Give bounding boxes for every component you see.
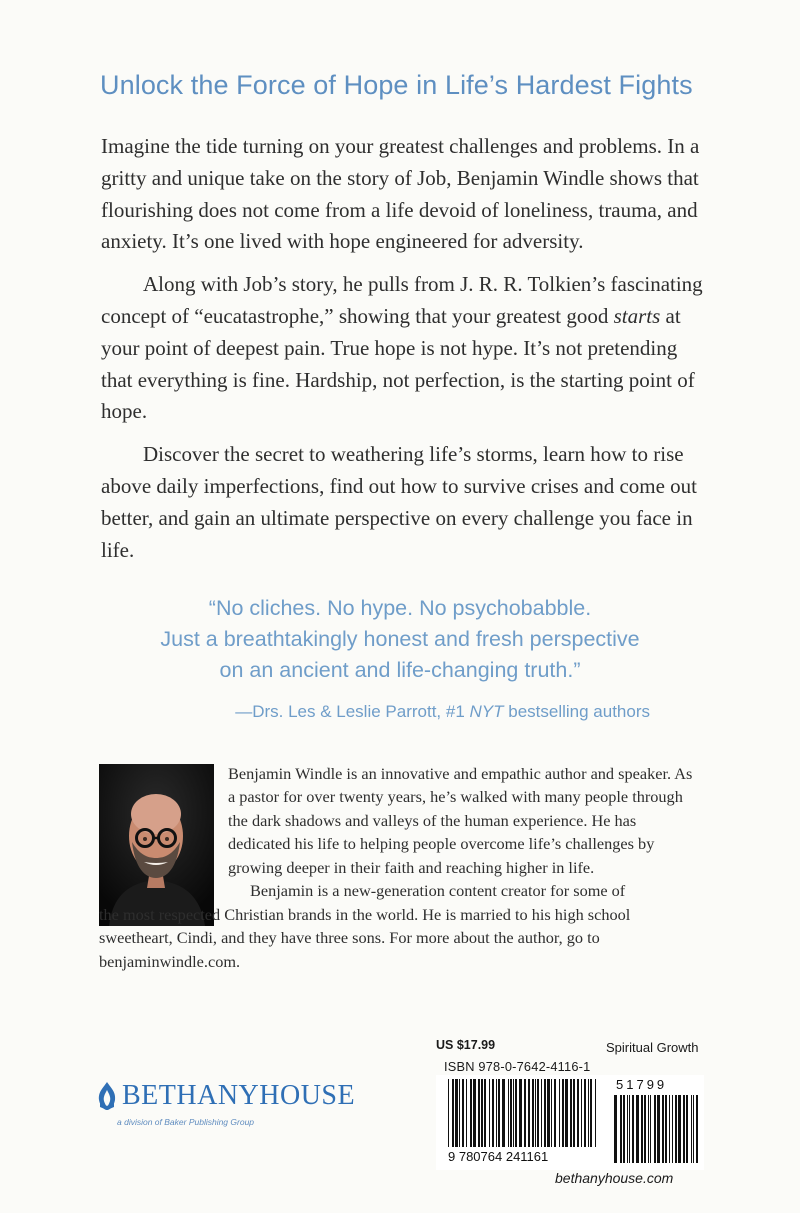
barcode-bar — [562, 1079, 564, 1147]
barcode-bar — [678, 1095, 681, 1163]
barcode-bar — [691, 1095, 692, 1163]
barcode-bar — [657, 1095, 660, 1163]
barcode-bar — [620, 1095, 622, 1163]
barcode-bar — [654, 1095, 656, 1163]
author-photo — [99, 764, 214, 926]
barcode-bar — [584, 1079, 586, 1147]
price: US $17.99 — [436, 1038, 496, 1052]
barcode-bar — [452, 1079, 454, 1147]
barcode-bar — [473, 1079, 476, 1147]
quote-line-1: “No cliches. No hype. No psychobabble. — [208, 596, 592, 620]
author-bio-paragraph-1: Benjamin Windle is an innovative and empathic author and speaker. As a pastor for over twenty years, he’s walked with many people through the dark shadows and valleys of the human experience. He has dedicated his life to helping people overcome life’s challenges by growing deeper in their faith and reaching higher in life. — [228, 764, 693, 877]
barcode-bar — [650, 1095, 651, 1163]
paragraph-2-start: Along with Job’s story, he pulls from J. R. R. Tolkien’s fascinating concept of “eucatastrophe,” showing that your greatest good — [101, 272, 703, 328]
barcode-bar — [492, 1079, 494, 1147]
barcode-bar — [470, 1079, 472, 1147]
barcode-bar — [570, 1079, 572, 1147]
barcode-bar — [551, 1079, 552, 1147]
barcode-bar — [481, 1079, 483, 1147]
barcode-bar — [478, 1079, 480, 1147]
barcode-bar — [672, 1095, 673, 1163]
author-bio-paragraph-2-rest: the most respected Christian brands in the world. He is married to his high school sweetheart, Cindi, and they have three sons. For more about the author, go to benjaminwindle.com. — [99, 905, 631, 971]
barcode-bar — [573, 1079, 575, 1147]
barcode-bar — [588, 1079, 589, 1147]
emphasis-starts: starts — [613, 303, 661, 328]
barcode-bar — [466, 1079, 467, 1147]
barcode-bar — [696, 1095, 698, 1163]
barcode-bar — [455, 1079, 458, 1147]
publisher-logo — [96, 1080, 355, 1112]
barcode-bar — [462, 1079, 464, 1147]
barcode-bar — [532, 1079, 534, 1147]
barcode-bar — [547, 1079, 550, 1147]
description-paragraph-1: Imagine the tide turning on your greatest challenges and problems. In a gritty and unique take on the story of Job, Benjamin Windle shows that flourishing does not come from a life devoid of loneliness, trauma, and anxiety. It’s one lived with hope engineered for adversity. — [101, 134, 700, 254]
barcode-bar — [484, 1079, 486, 1147]
barcode-bar — [544, 1079, 546, 1147]
quote-line-3: on an ancient and life-changing truth.” — [219, 658, 581, 682]
barcode-bar — [693, 1095, 694, 1163]
author-bio-continued — [99, 903, 702, 973]
flame-book-icon — [96, 1081, 118, 1111]
barcode-bar — [632, 1095, 634, 1163]
barcode-bar — [665, 1095, 667, 1163]
publisher-name: BETHANYHOUSE — [122, 1080, 356, 1111]
barcode-bar — [528, 1079, 530, 1147]
barcode-bar — [554, 1079, 556, 1147]
barcode-bar — [489, 1079, 490, 1147]
barcode-bar — [644, 1095, 646, 1163]
barcode — [436, 1075, 704, 1170]
attribution-end: bestselling authors — [503, 702, 650, 721]
barcode-bar — [565, 1079, 568, 1147]
barcode-bar — [641, 1095, 643, 1163]
barcode-bar — [508, 1079, 509, 1147]
attribution-nyt: NYT — [469, 702, 504, 721]
barcode-addon-number: 51799 — [616, 1077, 668, 1092]
barcode-bar — [636, 1095, 639, 1163]
isbn-label: ISBN 978-0-7642-4116-1 — [444, 1059, 591, 1074]
barcode-bar — [510, 1079, 512, 1147]
barcode-bar — [623, 1095, 625, 1163]
barcode-bar — [535, 1079, 536, 1147]
endorsement-quote — [100, 593, 700, 686]
barcode-bar — [614, 1095, 617, 1163]
barcode-bar — [524, 1079, 526, 1147]
author-bio-paragraph-2-start: Benjamin is a new-generation content creator for some of — [250, 881, 626, 901]
barcode-bar — [502, 1079, 505, 1147]
barcode-bar — [515, 1079, 517, 1147]
endorsement-attribution — [150, 702, 650, 722]
description — [101, 131, 711, 577]
barcode-bar — [627, 1095, 628, 1163]
barcode-bar — [537, 1079, 539, 1147]
barcode-bar — [648, 1095, 649, 1163]
barcode-bar — [513, 1079, 514, 1147]
barcode-bar — [686, 1095, 688, 1163]
barcode-bar — [595, 1079, 596, 1147]
barcode-bar — [496, 1079, 497, 1147]
description-paragraph-2 — [101, 269, 711, 428]
barcode-bar — [448, 1079, 449, 1147]
paragraph-2-end: at your point of deepest pain. True hope is not hype. It’s not pretending that everything is fine. Hardship, not perfection, is the starting point of hope. — [101, 303, 695, 424]
attribution-start: —Drs. Les & Leslie Parrott, #1 — [235, 702, 470, 721]
barcode-bar — [581, 1079, 582, 1147]
barcode-bar — [559, 1079, 560, 1147]
barcode-bar — [459, 1079, 460, 1147]
barcode-bar — [675, 1095, 677, 1163]
description-paragraph-3: Discover the secret to weathering life’s storms, learn how to rise above daily imperfections, find out how to survive crises and come out better, and gain an ultimate perspective on every challenge you face in life. — [101, 442, 698, 562]
barcode-bars — [448, 1079, 596, 1147]
barcode-bar — [577, 1079, 579, 1147]
barcode-bar — [519, 1079, 522, 1147]
barcode-bar — [498, 1079, 500, 1147]
headline: Unlock the Force of Hope in Life’s Hardest Fights — [100, 70, 693, 100]
author-bio — [228, 762, 702, 902]
shelf-category: Spiritual Growth — [606, 1040, 699, 1055]
barcode-number: 9 780764 241161 — [448, 1149, 549, 1164]
barcode-bar — [683, 1095, 685, 1163]
quote-line-2: Just a breathtakingly honest and fresh perspective — [160, 627, 640, 651]
barcode-bar — [541, 1079, 542, 1147]
barcode-bar — [669, 1095, 670, 1163]
publisher-subtitle: a division of Baker Publishing Group — [117, 1117, 255, 1127]
barcode-bar — [629, 1095, 630, 1163]
barcode-bar — [590, 1079, 592, 1147]
barcode-bar — [662, 1095, 664, 1163]
publisher-website: bethanyhouse.com — [555, 1170, 674, 1186]
